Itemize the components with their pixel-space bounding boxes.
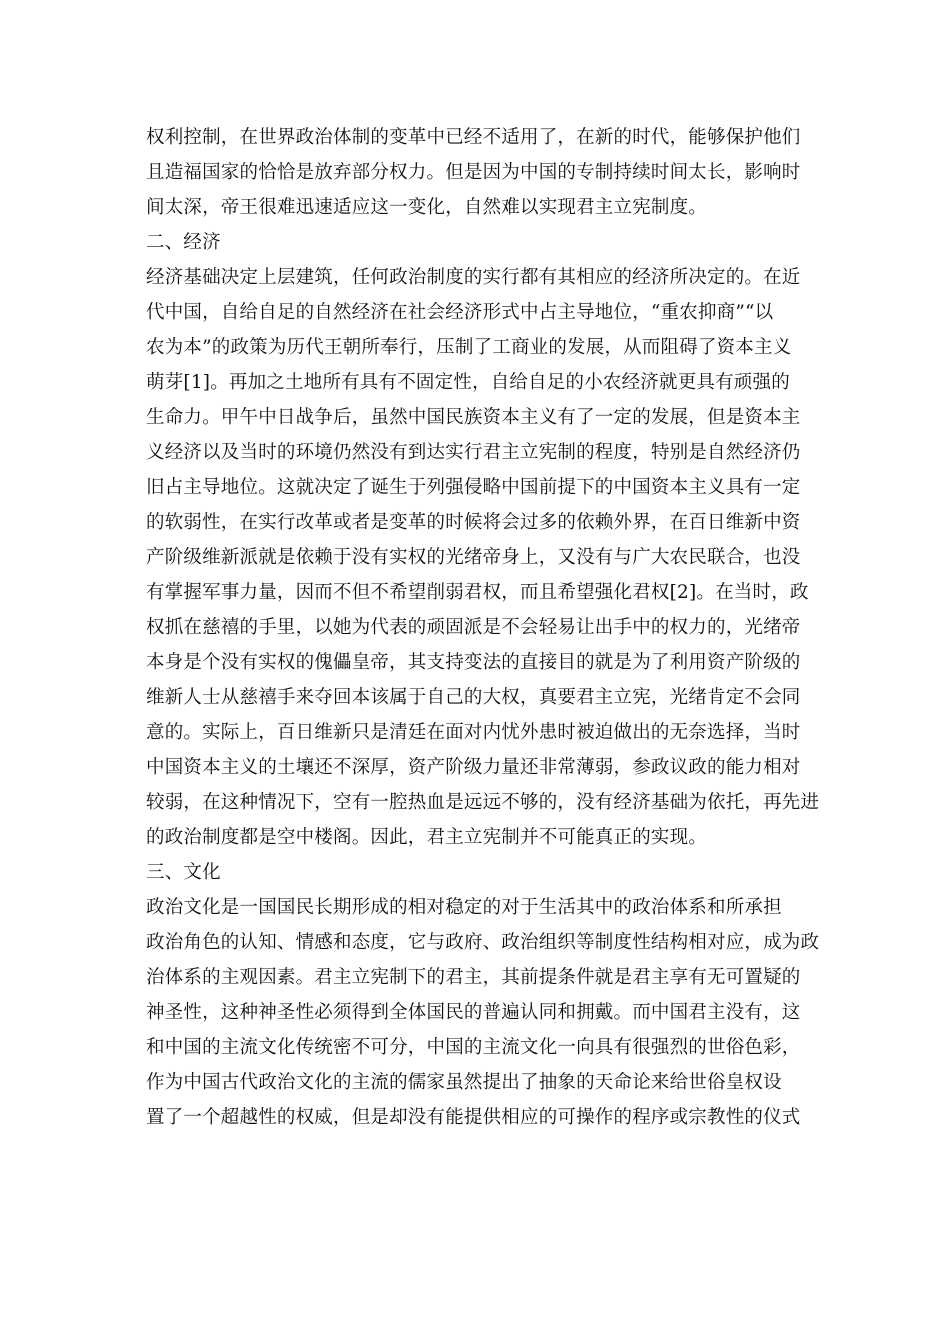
text-line: 的软弱性，在实行改革或者是变革的时候将会过多的依赖外界，在百日维新中资	[146, 512, 801, 533]
text-line: 生命力。甲午中日战争后，虽然中国民族资本主义有了一定的发展，但是资本主	[146, 407, 801, 428]
text-line: 义经济以及当时的环境仍然没有到达实行君主立宪制的程度，特别是自然经济仍	[146, 442, 801, 463]
text-line: 维新人士从慈禧手来夺回本该属于自己的大权，真要君主立宪，光绪肯定不会同	[146, 687, 801, 708]
text-line: 且造福国家的恰恰是放弃部分权力。但是因为中国的专制持续时间太长，影响时	[146, 162, 801, 183]
text-line: 作为中国古代政治文化的主流的儒家虽然提出了抽象的天命论来给世俗皇权设	[146, 1072, 782, 1093]
text-line: 政治文化是一国国民长期形成的相对稳定的对于生活其中的政治体系和所承担	[146, 897, 782, 918]
text-line: 旧占主导地位。这就决定了诞生于列强侵略中国前提下的中国资本主义具有一定	[146, 477, 801, 498]
text-line: 治体系的主观因素。君主立宪制下的君主，其前提条件就是君主享有无可置疑的	[146, 967, 801, 988]
text-line: 较弱，在这种情况下，空有一腔热血是远远不够的，没有经济基础为依托，再先进	[146, 792, 820, 813]
text-line: 中国资本主义的土壤还不深厚，资产阶级力量还非常薄弱，参政议政的能力相对	[146, 757, 801, 778]
text-line: 意的。实际上，百日维新只是清廷在面对内忧外患时被迫做出的无奈选择，当时	[146, 722, 801, 743]
section-heading-culture: 三、文化	[146, 862, 221, 883]
text-line: 的政治制度都是空中楼阁。因此，君主立宪制并不可能真正的实现。	[146, 827, 708, 848]
text-line: 经济基础决定上层建筑，任何政治制度的实行都有其相应的经济所决定的。在近	[146, 267, 801, 288]
text-line: 权抓在慈禧的手里，以她为代表的顽固派是不会轻易让出手中的权力的，光绪帝	[146, 617, 801, 638]
text-line: 有掌握军事力量，因而不但不希望削弱君权，而且希望强化君权[2]。在当时，政	[146, 582, 809, 603]
text-line: 代中国，自给自足的自然经济在社会经济形式中占主导地位，“重农抑商”“以	[146, 302, 774, 323]
section-heading-economy: 二、经济	[146, 232, 221, 253]
body-text	[146, 120, 820, 1135]
text-line: 神圣性，这种神圣性必须得到全体国民的普遍认同和拥戴。而中国君主没有，这	[146, 1002, 801, 1023]
text-line: 政治角色的认知、情感和态度，它与政府、政治组织等制度性结构相对应，成为政	[146, 932, 820, 953]
text-line: 置了一个超越性的权威，但是却没有能提供相应的可操作的程序或宗教性的仪式	[146, 1107, 801, 1128]
text-line: 农为本”的政策为历代王朝所奉行，压制了工商业的发展，从而阻碍了资本主义	[146, 337, 792, 358]
text-line: 权利控制，在世界政治体制的变革中已经不适用了，在新的时代，能够保护他们	[146, 127, 801, 148]
text-line: 本身是个没有实权的傀儡皇帝，其支持变法的直接目的就是为了利用资产阶级的	[146, 652, 801, 673]
text-line: 和中国的主流文化传统密不可分，中国的主流文化一向具有很强烈的世俗色彩，	[146, 1037, 801, 1058]
text-line: 产阶级维新派就是依赖于没有实权的光绪帝身上，又没有与广大农民联合，也没	[146, 547, 801, 568]
text-line: 萌芽[1]。再加之土地所有具有不固定性，自给自足的小农经济就更具有顽强的	[146, 372, 790, 393]
text-line: 间太深，帝王很难迅速适应这一变化，自然难以实现君主立宪制度。	[146, 197, 708, 218]
